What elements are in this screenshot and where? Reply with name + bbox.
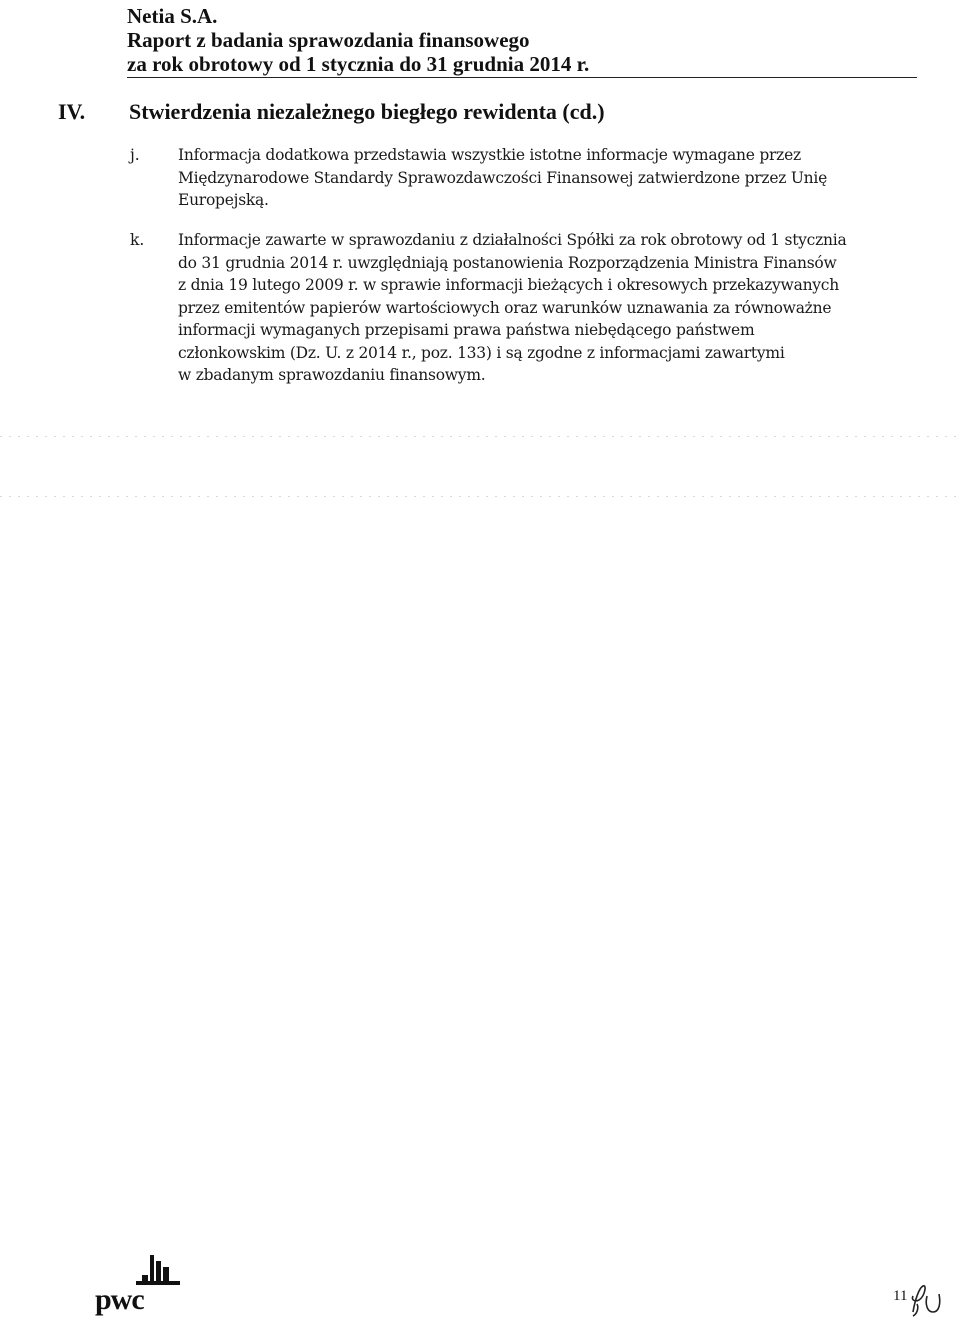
item-line: w zbadanym sprawozdaniu finansowym. xyxy=(178,366,486,384)
report-period: za rok obrotowy od 1 stycznia do 31 grudnia 2014 r. xyxy=(127,52,590,76)
section-number: IV. xyxy=(58,99,86,124)
item-label: j. xyxy=(130,146,140,164)
item-text xyxy=(178,144,910,212)
item-line: przez emitentów papierów wartościowych oraz warunków uznawania za równoważne xyxy=(178,298,832,317)
item-line: Informacja dodatkowa przedstawia wszystkie istotne informacje wymagane przez xyxy=(178,146,801,164)
pwc-logo xyxy=(95,1253,185,1323)
handwritten-initials-icon xyxy=(905,1282,945,1318)
item-line: do 31 grudnia 2014 r. uwzględniają postanowienia Rozporządzenia Ministra Finansów xyxy=(178,253,837,272)
item-line: Międzynarodowe Standardy Sprawozdawczości Finansowej zatwierdzone przez Unię xyxy=(178,168,828,187)
item-line: członkowskim (Dz. U. z 2014 r., poz. 133) i są zgodne z informacjami zawartymi xyxy=(178,343,785,362)
item-label: k. xyxy=(130,231,145,249)
header-rule xyxy=(127,77,917,78)
company-name: Netia S.A. xyxy=(127,4,218,28)
item-line: z dnia 19 lutego 2009 r. w sprawie informacji bieżących i okresowych przekazywanych xyxy=(178,276,839,294)
item-line: informacji wymaganych przepisami prawa państwa niebędącego państwem xyxy=(178,321,755,339)
report-title: Raport z badania sprawozdania finansowego xyxy=(127,28,530,52)
section-title: Stwierdzenia niezależnego biegłego rewidenta (cd.) xyxy=(129,99,605,124)
item-line: Informacje zawarte w sprawozdaniu z działalności Spółki za rok obrotowy od 1 stycznia xyxy=(178,231,847,249)
list-item-k xyxy=(130,229,910,387)
scan-noise-line xyxy=(0,436,960,437)
pwc-logo-text: pwc xyxy=(95,1283,144,1316)
document-header xyxy=(127,4,917,76)
item-text xyxy=(178,229,910,387)
page-number: 11 xyxy=(893,1288,908,1304)
list-item-j xyxy=(130,144,910,212)
section-heading xyxy=(58,99,605,125)
item-line: Europejską. xyxy=(178,191,269,209)
scan-noise-line xyxy=(0,496,960,497)
